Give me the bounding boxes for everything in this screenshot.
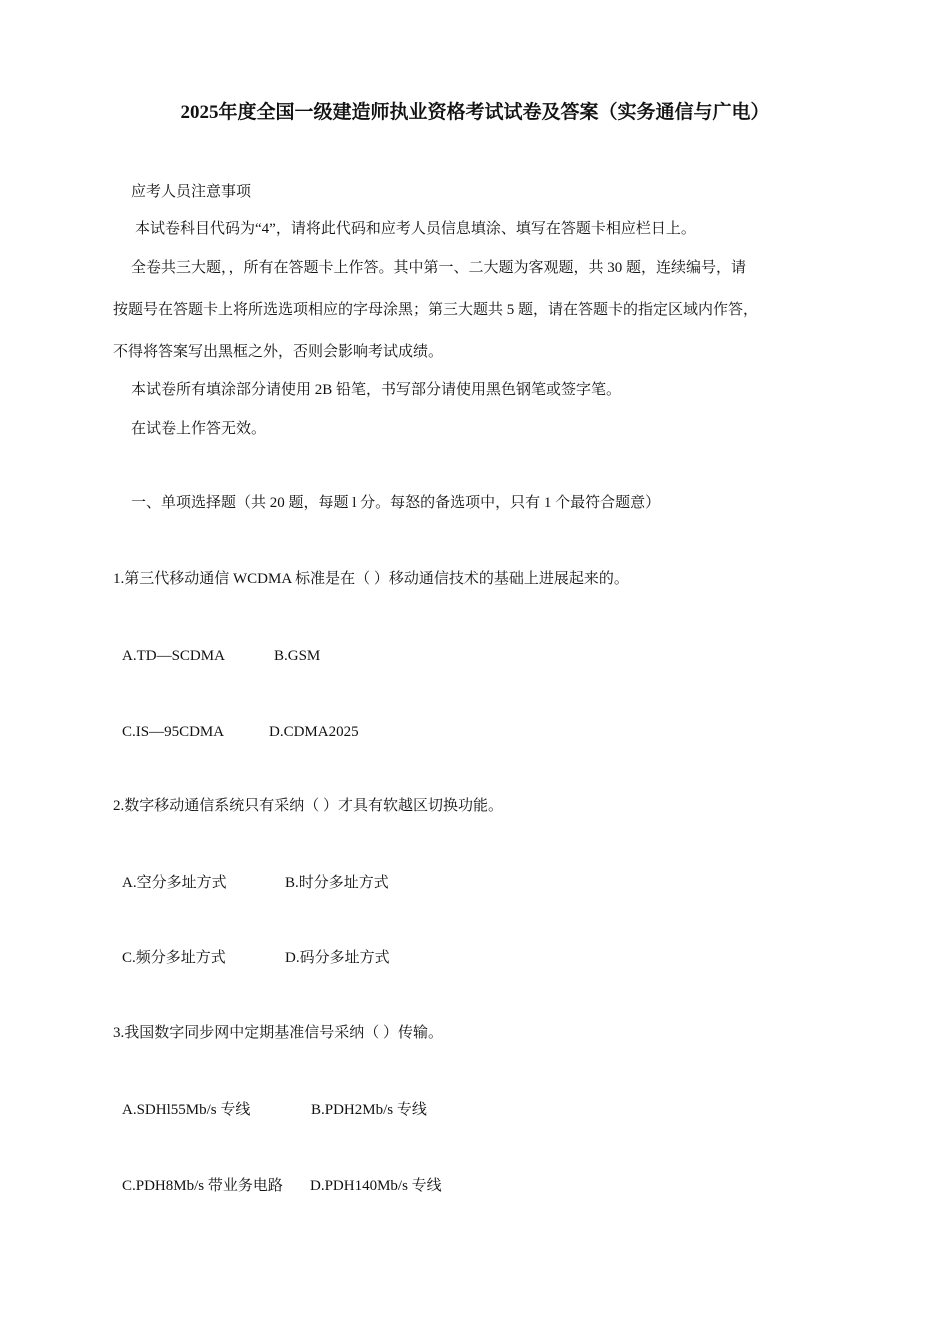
notice-paragraph-4: 在试卷上作答无效。: [131, 421, 267, 437]
option-b: B.GSM: [274, 648, 321, 664]
option-c: C.IS—95CDMA: [122, 724, 225, 740]
notice-paragraph-2-line-1: 全卷共三大题，，所有在答题卡上作答。其中第一、二大题为客观题，共 30 题，连续编号，请: [131, 260, 747, 276]
option-b: B.PDH2Mb/s 专线: [311, 1102, 427, 1118]
question-stem: 3.我国数字同步网中定期基准信号采纳（ ）传输。: [113, 1025, 444, 1041]
document-title: 2025年度全国一级建造师执业资格考试试卷及答案（实务通信与广电）: [180, 102, 770, 123]
notice-paragraph-2-line-2: 按题号在答题卡上将所选选项相应的字母涂黑；第三大题共 5 题，请在答题卡的指定区域内作答，: [113, 302, 759, 318]
notice-paragraph-3: 本试卷所有填涂部分请使用 2B 铅笔，书写部分请使用黑色钢笔或签字笔。: [131, 382, 622, 398]
section-heading: 一、单项选择题（共 20 题，每题 l 分。每怒的备选项中，只有 1 个最符合题意）: [131, 495, 661, 511]
notice-paragraph-2-line-3: 不得将答案写出黑框之外，否则会影响考试成绩。: [113, 344, 444, 360]
question-stem: 1.第三代移动通信 WCDMA 标准是在（ ）移动通信技术的基础上进展起来的。: [113, 571, 629, 587]
option-a: A.空分多址方式: [122, 875, 227, 891]
notice-heading: 应考人员注意事项: [131, 184, 252, 200]
option-d: D.CDMA2025: [269, 724, 359, 740]
option-d: D.PDH140Mb/s 专线: [310, 1178, 442, 1194]
option-a: A.SDHl55Mb/s 专线: [122, 1102, 251, 1118]
option-c: C.频分多址方式: [122, 950, 226, 966]
option-b: B.时分多址方式: [285, 875, 389, 891]
question-stem: 2.数字移动通信系统只有采纳（ ）才具有软越区切换功能。: [113, 798, 504, 814]
option-c: C.PDH8Mb/s 带业务电路: [122, 1178, 283, 1194]
notice-paragraph-1: 本试卷科目代码为“4”，请将此代码和应考人员信息填涂、填写在答题卡相应栏日上。: [135, 221, 696, 237]
option-a: A.TD—SCDMA: [122, 648, 225, 664]
option-d: D.码分多址方式: [285, 950, 390, 966]
